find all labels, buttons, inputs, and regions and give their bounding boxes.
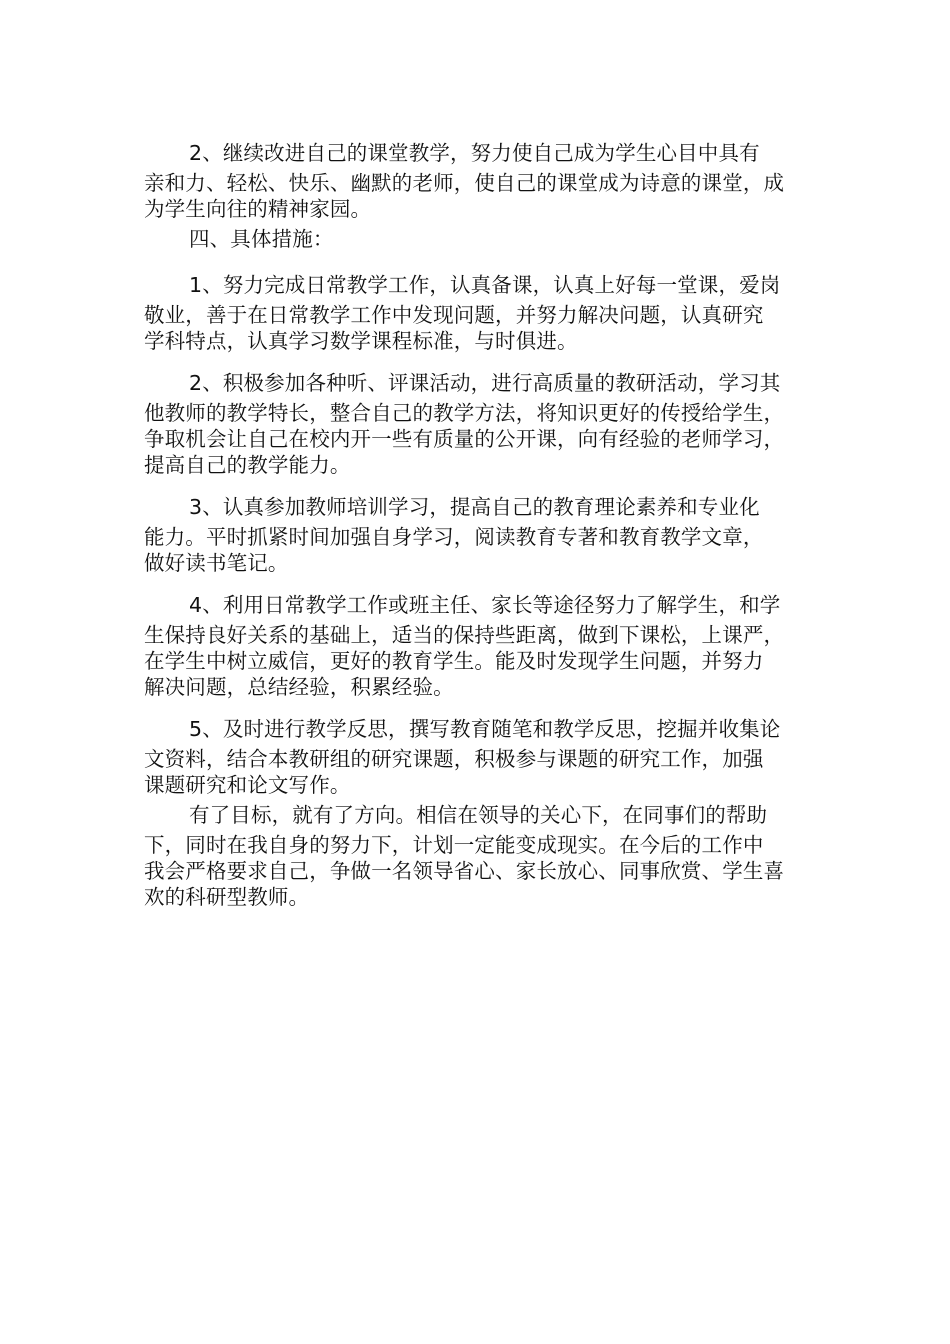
text-line: 3、认真参加教师培训学习，提高自己的教育理论素养和专业化 (189, 495, 760, 519)
text-line: 有了目标，就有了方向。相信在领导的关心下，在同事们的帮助 (189, 803, 768, 827)
text-line: 争取机会让自己在校内开一些有质量的公开课，向有经验的老师学习， (144, 427, 785, 451)
text-line: 他教师的教学特长，整合自己的教学方法，将知识更好的传授给学生， (144, 401, 785, 425)
section-heading-text: 四、具体措施： (189, 227, 334, 251)
text-line: 4、利用日常教学工作或班主任、家长等途径努力了解学生，和学 (189, 593, 781, 617)
text-line: 5、及时进行教学反思，撰写教育随笔和教学反思，挖掘并收集论 (189, 717, 781, 741)
text-line: 学科特点，认真学习数学课程标准，与时俱进。 (144, 329, 578, 353)
paragraph-measure-4 (144, 588, 814, 700)
text-line: 2、继续改进自己的课堂教学，努力使自己成为学生心目中具有 (189, 141, 760, 165)
text-line: 1、努力完成日常教学工作，认真备课，认真上好每一堂课，爱岗 (189, 273, 781, 297)
text-line: 解决问题，总结经验，积累经验。 (144, 675, 454, 699)
text-line: 亲和力、轻松、快乐、幽默的老师，使自己的课堂成为诗意的课堂，成 (144, 171, 785, 195)
text-line: 我会严格要求自己，争做一名领导省心、家长放心、同事欣赏、学生喜 (144, 859, 785, 883)
paragraph-measure-5 (144, 712, 814, 798)
text-line: 欢的科研型教师。 (144, 885, 310, 909)
text-line: 下，同时在我自身的努力下，计划一定能变成现实。在今后的工作中 (144, 833, 764, 857)
text-line: 课题研究和论文写作。 (144, 773, 351, 797)
text-line: 提高自己的教学能力。 (144, 453, 351, 477)
text-line: 文资料，结合本教研组的研究课题，积极参与课题的研究工作，加强 (144, 747, 764, 771)
text-line: 为学生向往的精神家园。 (144, 197, 372, 221)
text-line: 2、积极参加各种听、评课活动，进行高质量的教研活动，学习其 (189, 371, 781, 395)
text-line: 敬业，善于在日常教学工作中发现问题，并努力解决问题，认真研究 (144, 303, 764, 327)
paragraph-goal-2 (144, 136, 814, 222)
text-line: 在学生中树立威信，更好的教育学生。能及时发现学生问题，并努力 (144, 649, 764, 673)
paragraph-conclusion (144, 798, 814, 910)
paragraph-measure-2 (144, 366, 814, 478)
document-body (144, 124, 814, 910)
paragraph-measure-3 (144, 490, 814, 576)
section-heading-measures (144, 222, 814, 256)
text-line: 生保持良好关系的基础上，适当的保持些距离，做到下课松，上课严， (144, 623, 785, 647)
paragraph-measure-1 (144, 268, 814, 354)
text-line: 能力。平时抓紧时间加强自身学习，阅读教育专著和教育教学文章， (144, 525, 764, 549)
text-line: 做好读书笔记。 (144, 551, 289, 575)
